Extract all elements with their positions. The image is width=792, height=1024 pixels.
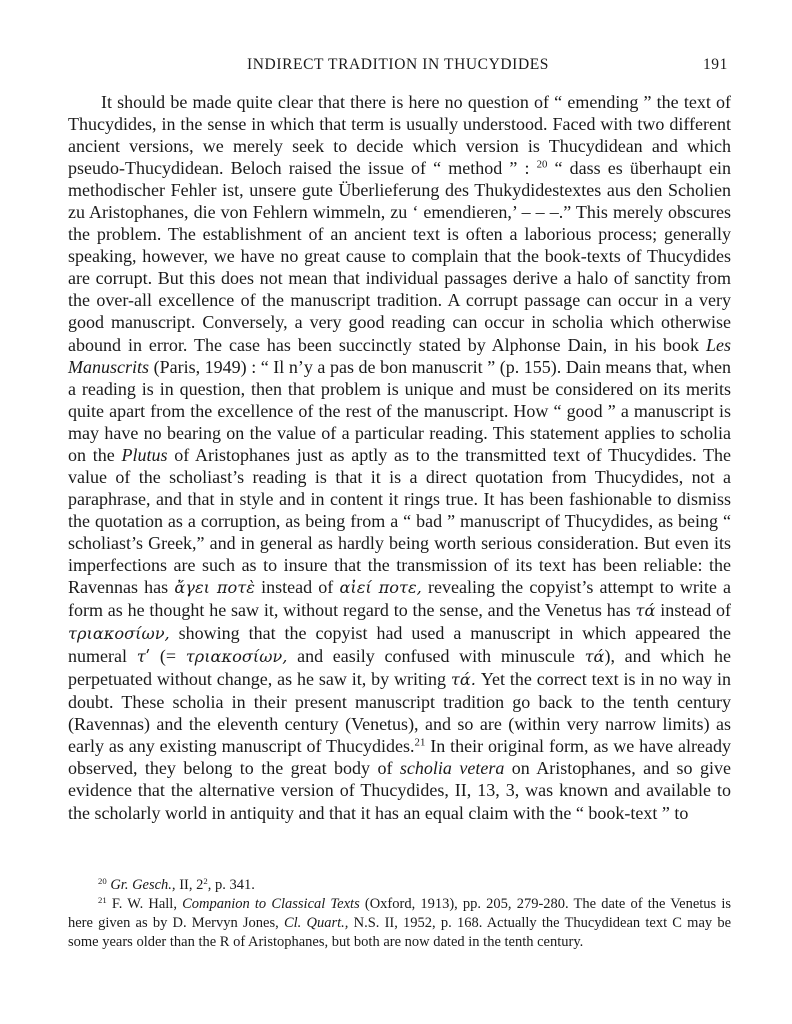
greek-reading: τά: [635, 601, 656, 621]
text-run: instead of: [660, 600, 732, 621]
text-run: II, 2: [179, 877, 204, 893]
body-paragraph: [68, 91, 731, 824]
play-title: Plutus: [121, 444, 168, 465]
greek-reading: τριακοσίων,: [185, 647, 288, 667]
footnote-number: 20: [98, 875, 107, 886]
text-run: (=: [159, 646, 177, 667]
footnote-title: Gr. Gesch.,: [110, 877, 176, 893]
footnotes: [68, 876, 731, 952]
greek-numeral: τʹ: [136, 647, 151, 667]
latin-term: scholia vetera: [399, 758, 505, 779]
footnote-ref-21: 21: [414, 736, 426, 749]
greek-reading: αἰεί ποτε,: [339, 578, 422, 598]
text-run: instead of: [261, 577, 334, 598]
edition-superscript: 2: [203, 875, 208, 886]
footnote-21: [68, 895, 731, 952]
footnote-number: 21: [98, 894, 107, 905]
text-run: Yet the correct text is in no way in doubt. These scholia in their present manuscript tradition go back to the tenth century (Ravennas) and the eleventh century (Venetus), and so are (within very narrow limits) as early as any existing manuscript of Thucydides.: [68, 669, 732, 757]
text-run: (Oxford, 1913), pp. 205, 279-280. The date of the Venetus is here given as by D. Mervyn Jones,: [68, 896, 732, 931]
book-title: Les Manuscrits: [68, 334, 732, 377]
text-run: (Paris, 1949) : “ Il n’y a pas de bon manuscrit ” (p. 155). Dain means that, when a reading is in question, then that problem is unique and must be considered on its merits quite apart from the excellence of the rest of the manuscript. How “ good ” a manuscript is may have no bearing on the value of a particular reading. This statement applies to scholia on the: [68, 356, 732, 465]
greek-reading: ἄγει ποτὲ: [174, 578, 255, 598]
page-number: 191: [702, 56, 728, 73]
text-run: and easily confused with minuscule: [297, 646, 575, 667]
greek-reading: τριακοσίων,: [68, 624, 170, 644]
running-title: INDIRECT TRADITION IN THUCYDIDES: [246, 56, 550, 73]
text-run: , p. 341.: [207, 877, 255, 893]
text-run: ), and which he perpetuated without change, as he saw it, by writing: [68, 646, 732, 690]
footnote-20: [68, 876, 731, 895]
text-run: In their original form, as we have already observed, they belong to the great body of: [68, 736, 732, 779]
text-run: It should be made quite clear that there is here no question of “ emending ” the text of Thucydides, in the sense in which that term is usually understood. Faced with two different ancient versions, we merely seek to decide which version is Thucydidean and which pseudo-Thucydidean. Beloch raised the issue of “ method ” :: [68, 92, 731, 179]
text-run: revealing the copyist’s attempt to write a form as he thought he saw it, without regard to the sense, and the Venetus has: [68, 577, 732, 621]
greek-reading: τά: [584, 647, 605, 667]
greek-reading: τά.: [450, 670, 476, 690]
text-run: on Aristophanes, and so give evidence that the alternative version of Thucydides, II, 13, 3, was known and available to the scholarly world in antiquity and that it has an equal claim with the “ book-text ” to: [68, 758, 731, 823]
footnote-title: Companion to Classical Texts: [182, 896, 360, 912]
body-text: [68, 91, 731, 824]
text-run: F. W. Hall,: [111, 896, 177, 912]
text-run: “ dass es überhaupt ein methodischer Fehler ist, unsere gute Überlieferung des Thukydidestextes aus den Scholien zu Aristophanes, die von Fehlern wimmeln, zu ‘ emendieren,’ – – –.” This merely obscures the problem. The establishment of an ancient text is often a laborious process; generally speaking, however, we have no great cause to complain that the book-texts of Thucydides are corrupt. But this does not mean that individual passages derive a halo of sanctity from the over-all excellence of the manuscript tradition. A corrupt passage can occur in a very good manuscript. Conversely, a very good reading can occur in scholia which otherwise abound in error. The case has been succinctly stated by Alphonse Dain, in his book: [68, 158, 731, 355]
footnote-title: Cl. Quart.,: [283, 915, 349, 931]
text-run: showing that the copyist had used a manuscript in which appeared the numeral: [68, 623, 731, 667]
running-head: [68, 56, 728, 78]
footnote-ref-20: 20: [536, 158, 548, 171]
text-run: N.S. II, 1952, p. 168. Actually the Thucydidean text C may be some years older than the R of Aristophanes, but both are now dated in the tenth century.: [68, 915, 732, 950]
text-run: of Aristophanes just as aptly as to the transmitted text of Thucydides. The value of the scholiast’s reading is that it is a direct quotation from Thucydides, not a paraphrase, and that in style and in content it rings true. It has been fashionable to dismiss the quotation as a corruption, as being from a “ bad ” manuscript of Thucydides, as being “ scholiast’s Greek,” and in general as hardly being worth serious consideration. But even its imperfections are such as to insure that the transmission of its text has been reliable: the Ravennas has: [68, 444, 731, 598]
